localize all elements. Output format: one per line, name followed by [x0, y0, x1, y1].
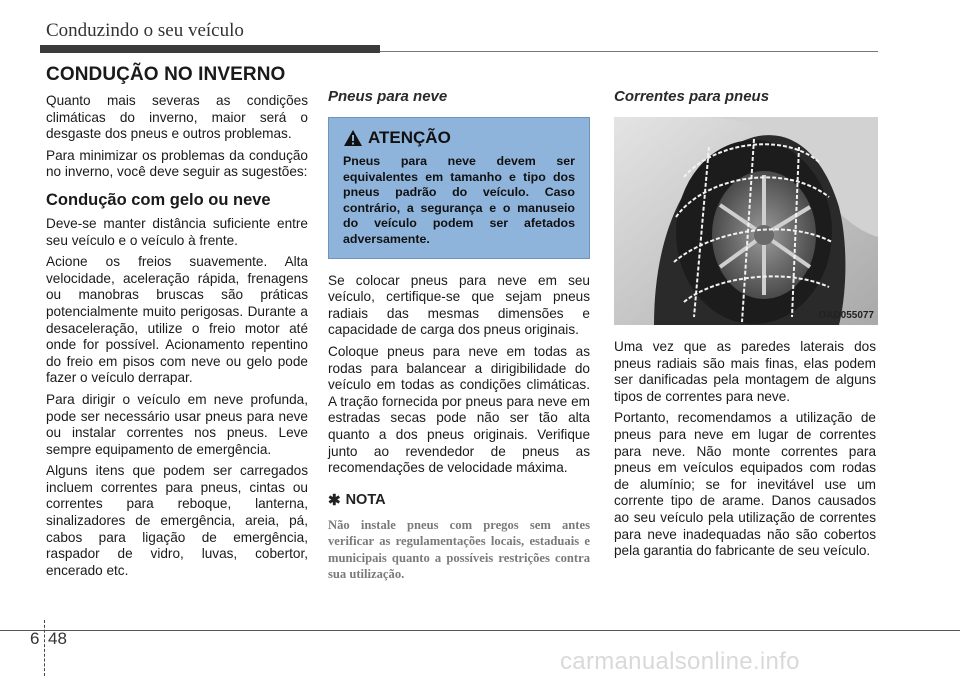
paragraph-brakes: Acione os freios suavemente. Alta velocidade, aceleração rápida, frenagens ou manobras bruscas são práticas potencialmente muito perigosas. Durante a desaceleração, utilize o freio motor até onde for possível. Acionamento repentino do freio em pisos com neve ou gelo pode fazer o veículo derrapar. — [46, 254, 308, 386]
page-header-title: Conduzindo o seu veículo — [46, 20, 244, 41]
paragraph-all-wheels: Coloque pneus para neve em todas as rodas para balancear a dirigibilidade do veículo em todas as condições climáticas. A tração fornecida por pneus para neve em estradas secas pode não ser tão alta quanto a dos pneus originais. Verifique junto ao revendedor de pneus as recomendações de velocidade máxima. — [328, 343, 590, 476]
subsection-heading: Condução com gelo ou neve — [46, 190, 271, 209]
footer-divider — [44, 620, 45, 676]
paragraph-recommendation: Portanto, recomendamos a utilização de pneus para neve em lugar de correntes para neve. Não monte correntes para pneus em veículos equipados com rodas de alumínio; se for inevitável use um corrente tipo de arame. Danos causados ao seu veículo pela utilização de correntes para neve inadequadas não são cobertos pela garantia do fabricante de seu veículo. — [614, 410, 876, 559]
note-title: NOTA — [345, 491, 386, 508]
section-heading: CONDUÇÃO NO INVERNO — [46, 64, 286, 85]
intro-paragraph-2: Para minimizar os problemas da condução no inverno, você deve seguir as sugestões: — [46, 147, 308, 180]
tire-chain-photo — [614, 117, 878, 325]
paragraph-radial-tires: Se colocar pneus para neve em seu veículo, certifique-se que sejam pneus radiais das mesmas dimensões e capacidade de carga dos pneus originais. — [328, 272, 590, 338]
warning-title: ATENÇÃO — [368, 128, 451, 147]
note-star-icon: ✱ — [328, 491, 341, 509]
column-left — [46, 64, 308, 584]
warning-title-row — [343, 128, 575, 148]
paragraph-sidewalls: Uma vez que as paredes laterais dos pneus radiais são mais finas, elas podem ser danificadas pela montagem de alguns tipos de correntes para neve. — [614, 339, 876, 404]
column-right — [614, 88, 876, 565]
footer-rule — [0, 630, 960, 631]
note-heading — [328, 491, 590, 509]
intro-paragraph-1: Quanto mais severas as condições climáticas do inverno, maior será o desgaste dos pneus e outros problemas. — [46, 93, 308, 142]
watermark-text: carmanualsonline.info — [560, 648, 800, 675]
header-bar — [40, 45, 380, 53]
warning-text: Pneus para neve devem ser equivalentes em tamanho e tipo dos pneus padrão do veículo. Caso contrário, a segurança e o manuseio do veículo podem ser afetados adversamente. — [343, 154, 575, 246]
column-middle — [328, 88, 590, 582]
paragraph-distance: Deve-se manter distância suficiente entre seu veículo e o veículo à frente. — [46, 215, 308, 248]
warning-triangle-icon — [343, 129, 363, 147]
paragraph-deep-snow: Para dirigir o veículo em neve profunda, pode ser necessário usar pneus para neve ou instalar correntes nos pneus. Leve sempre equipamento de emergência. — [46, 391, 308, 457]
header-rule — [380, 51, 878, 52]
warning-box — [328, 117, 590, 259]
paragraph-emergency-items: Alguns itens que podem ser carregados incluem correntes para pneus, cintas ou correntes para reboque, lanterna, sinalizadores de emergência, areia, pá, cabos para ligação de emergência, raspador de vidro, luvas, cobertor, encerado etc. — [46, 463, 308, 578]
chapter-number: 6 — [30, 629, 40, 648]
photo-code-label: OAD055077 — [818, 310, 874, 321]
snow-tires-heading: Pneus para neve — [328, 88, 448, 105]
tire-chains-heading: Correntes para pneus — [614, 88, 770, 105]
tire-chain-illustration — [614, 117, 878, 325]
note-text: Não instale pneus com pregos sem antes verificar as regulamentações locais, estaduais e municipais quanto a possíveis restrições contra sua utilização. — [328, 517, 590, 581]
page-number: 48 — [48, 629, 67, 648]
